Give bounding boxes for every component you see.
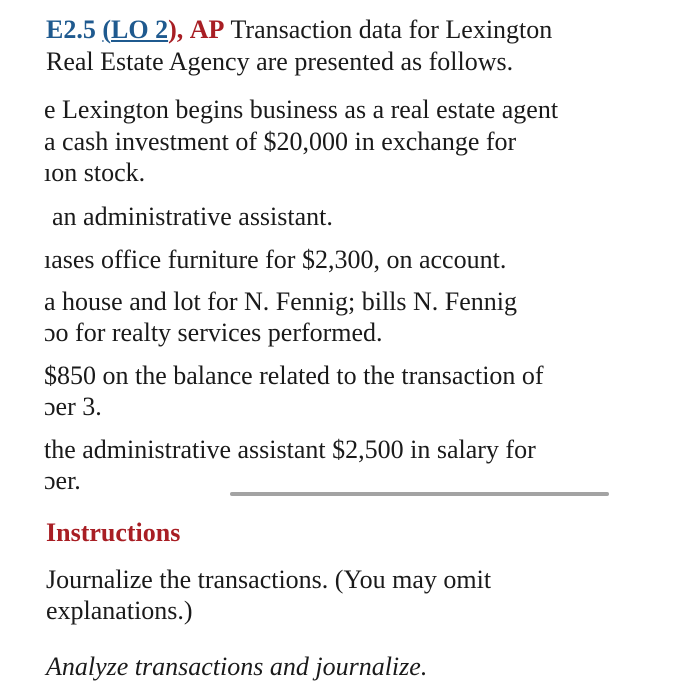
lo-close: ), <box>168 15 184 44</box>
instructions-heading: Instructions <box>46 518 181 547</box>
transaction-2-line-1: an administrative assistant. <box>52 202 333 231</box>
horizontal-scrollbar[interactable] <box>230 492 609 496</box>
transaction-3-line-1: ıases office furniture for $2,300, on account. <box>44 245 507 274</box>
intro-line-1: Transaction data for Lexington <box>230 15 553 44</box>
transactions-list <box>0 90 691 510</box>
intro-line-2: Real Estate Agency are presented as follows. <box>46 47 514 76</box>
transaction-6-line-1: the administrative assistant $2,500 in salary for <box>44 435 536 464</box>
exercise-number: E2.5 <box>46 15 96 44</box>
transaction-5-line-1: $850 on the balance related to the transaction of <box>44 361 544 390</box>
exercise-header <box>46 14 676 78</box>
transaction-1-line-2: a cash investment of $20,000 in exchange for <box>44 127 517 156</box>
ap-label: AP <box>189 15 225 44</box>
instructions-text: Journalize the transactions. (You may omit explanations.) <box>46 565 492 625</box>
learning-objective-link[interactable]: LO 2 <box>111 15 169 44</box>
transaction-5-line-2: ɔer 3. <box>44 392 102 421</box>
transaction-4-line-2: ɔo for realty services performed. <box>44 318 383 347</box>
transaction-4-line-1: a house and lot for N. Fennig; bills N. Fennig <box>44 287 518 316</box>
analyze-caption: Analyze transactions and journalize. <box>46 652 428 681</box>
transaction-1-line-3: ıon stock. <box>44 158 146 187</box>
lo-open: ( <box>102 15 112 44</box>
transaction-1-line-1: е Lexington begins business as a real estate agent <box>44 95 559 124</box>
transaction-6-line-2: ɔer. <box>44 466 81 495</box>
